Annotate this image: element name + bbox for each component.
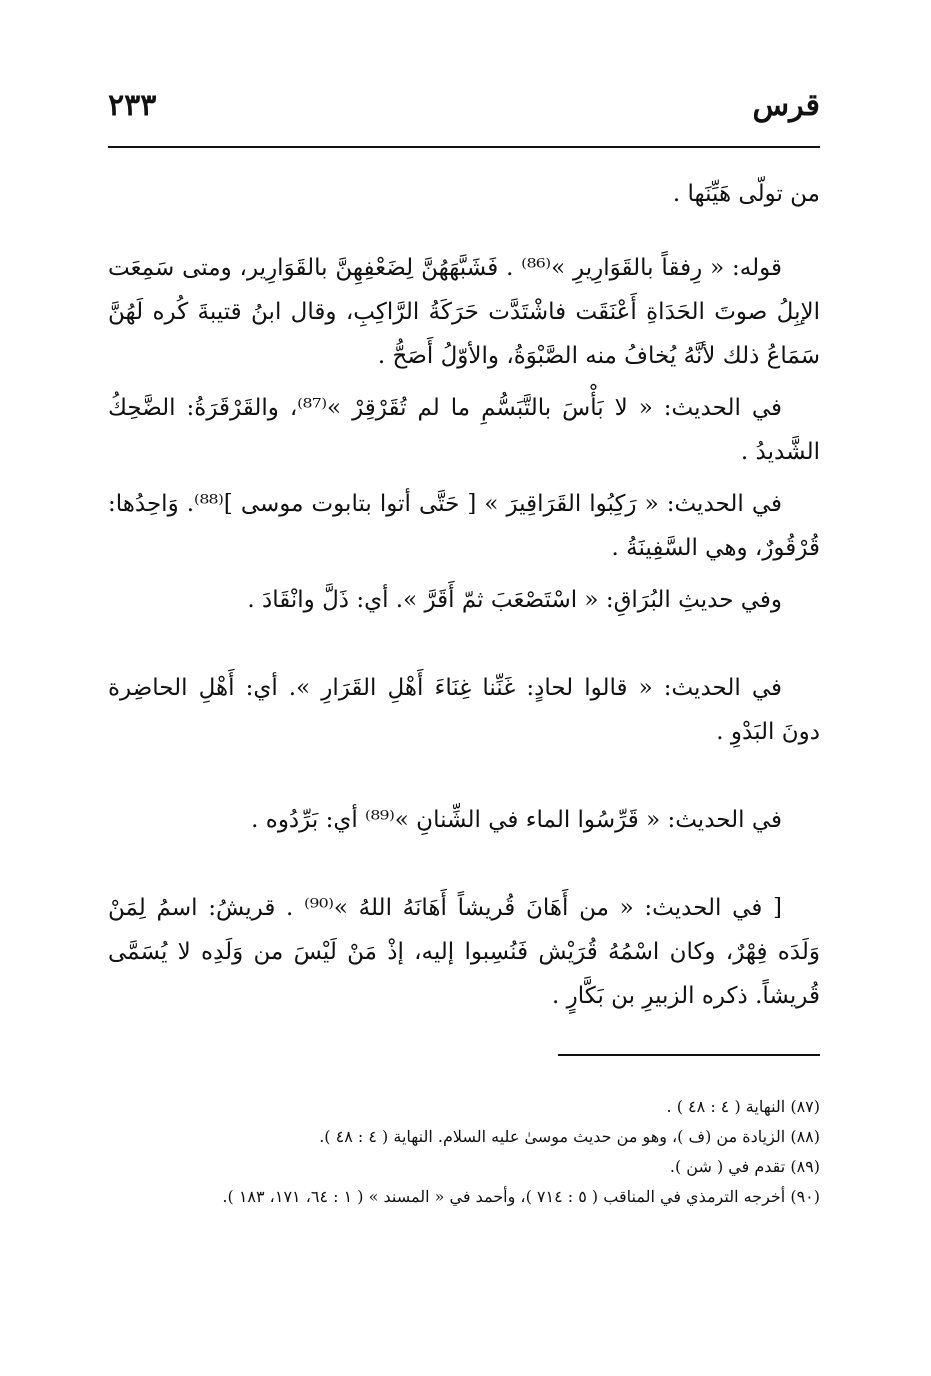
footnote: (٨٧) النهاية ( ٤ : ٤٨ ) . [666, 1097, 820, 1116]
paragraph: وفي حديثِ البُرَاقِ: « اسْتَصْعَبَ ثمّ أَقَرَّ ». أي: ذَلَّ وانْقَادَ . [247, 587, 782, 613]
main-text [108, 172, 820, 1026]
paragraph: من تولّى هَيِّنَها . [672, 181, 820, 207]
header-rule [108, 146, 820, 148]
paragraph: في الحديث: « رَكِبُوا القَرَاقِيرَ » [ حَتَّى أتوا بتابوت موسى ]⁽⁸⁸⁾. وَاحِدُها: قُرْقُورٌ، وهي السَّفِينَةُ . [108, 491, 820, 561]
footnotes [108, 1092, 820, 1212]
footnote: (٩٠) أخرجه الترمذي في المناقب ( ٥ : ٧١٤ )، وأحمد في « المسند » ( ١ : ٦٤، ١٧١، ١٨٣ ). [222, 1187, 820, 1206]
footnote: (٨٩) تقدم في ( شن ). [669, 1157, 820, 1176]
footnote: (٨٨) الزيادة من (ف )، وهو من حديث موسىٰ عليه السلام. النهاية ( ٤ : ٤٨ ). [319, 1127, 820, 1146]
paragraph: في الحديث: « لا بَأْسَ بالتَّبَسُّمِ ما لم تُقَرْقِرْ »⁽⁸⁷⁾، والقَرْقَرَةُ: الضَّحِكُ الشَّديدُ . [108, 395, 820, 465]
paragraph: في الحديث: « قالوا لحادٍ: غَنِّنا غِنَاءَ أَهْلِ القَرَارِ ». أي: أَهْلِ الحاضِرة دونَ البَدْوِ . [108, 675, 820, 745]
paragraph: في الحديث: « قَرِّسُوا الماء في الشِّنانِ »⁽⁸⁹⁾ أي: بَرِّدُوه . [251, 807, 782, 833]
page-header [108, 88, 820, 136]
footnote-rule [558, 1054, 820, 1056]
section-title: قرس [752, 88, 820, 123]
page-number: ٢٣٣ [108, 88, 157, 123]
paragraph: [ في الحديث: « من أَهَانَ قُريشاً أَهَانَهُ اللهُ »⁽⁹⁰⁾ . قريشُ: اسمُ لِمَنْ وَلَدَه فِهْرٌ، وكان اسْمُهُ قُرَيْش فَنُسِبوا إليه، إذْ مَنْ لَيْسَ من وَلَدِه لا يُسَمَّى قُريشاً. ذكره الزبيرِ بن بَكَّارٍ . [108, 895, 820, 1009]
paragraph: قوله: « رِفقاً بالقَوَارِيرِ »⁽⁸⁶⁾ . فَشَبَّهَهُنَّ لِضَعْفِهِنَّ بالقَوَارِير، ومتى سَمِعَت الإبِلُ صوتَ الحَدَاةِ أَعْنَقَت فاشْتَدَّت حَرَكَةُ الرَّاكِبِ، وقال ابنُ قتيبةَ كُره لَهُنَّ سَمَاعُ ذلك لأنَّهُ يُخافُ منه الصَّبْوَةُ، والأوّلُ أَصَحُّ . [108, 255, 820, 369]
